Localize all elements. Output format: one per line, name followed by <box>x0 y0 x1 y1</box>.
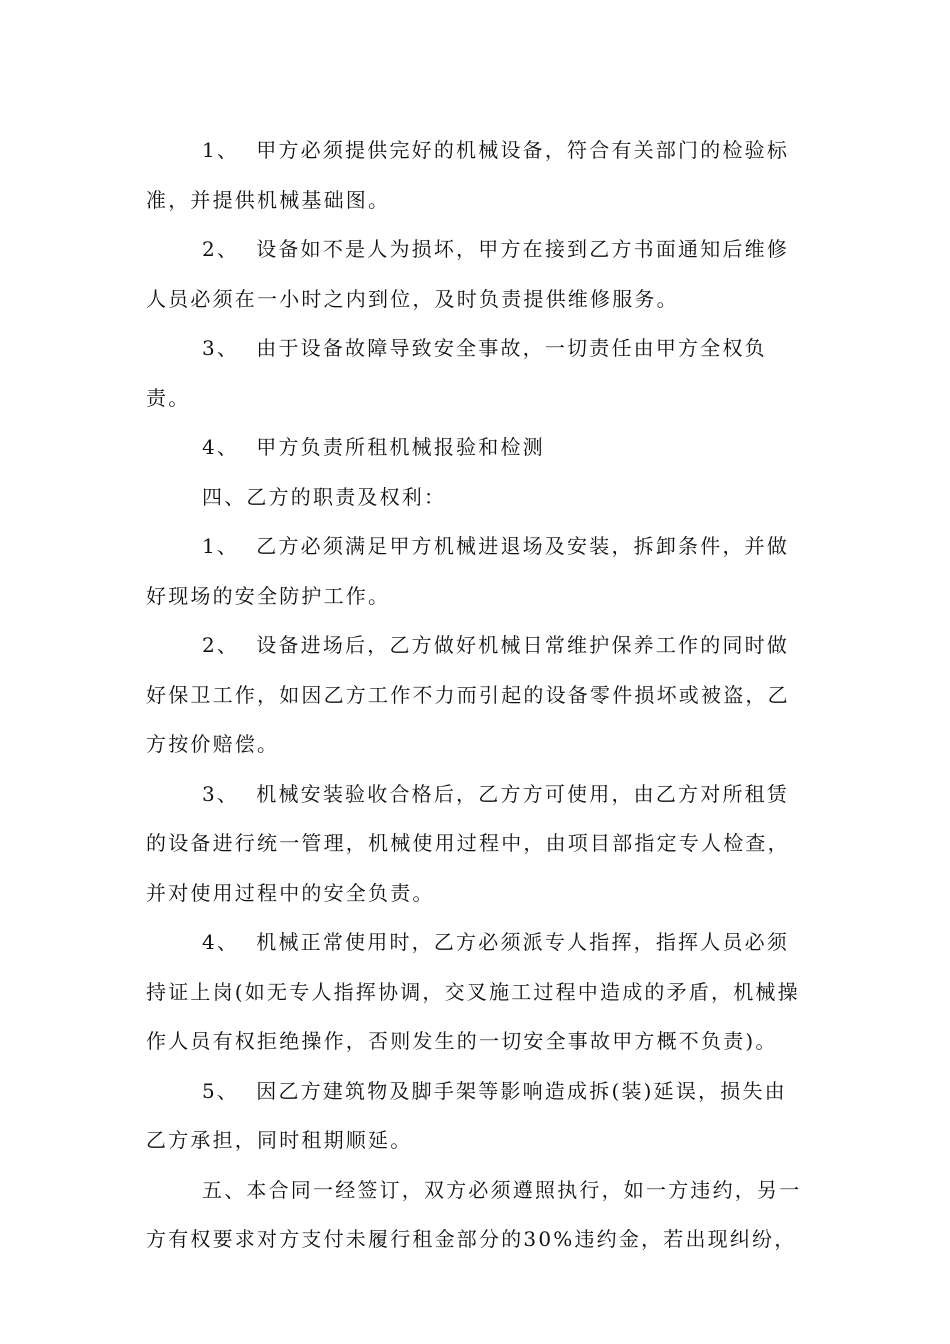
clause-party-b-5: 5、 因乙方建筑物及脚手架等影响造成拆(装)延误，损失由乙方承担，同时租期顺延。 <box>146 1078 787 1152</box>
clause-party-b-2: 2、 设备进场后，乙方做好机械日常维护保养工作的同时做好保卫工作，如因乙方工作不力而引起的设备零件损坏或被盗，乙方按价赔偿。 <box>146 633 790 756</box>
clause-party-a-3: 3、 由于设备故障导致安全事故，一切责任由甲方全权负责。 <box>146 336 767 410</box>
clause-party-a-1: 1、 甲方必须提供完好的机械设备，符合有关部门的检验标准，并提供机械基础图。 <box>146 138 790 212</box>
clause-party-b-3: 3、 机械安装验收合格后，乙方方可使用，由乙方对所租赁的设备进行统一管理，机械使用过程中，由项目部指定专人检查，并对使用过程中的安全负责。 <box>146 781 790 905</box>
clause-party-a-2: 2、 设备如不是人为损坏，甲方在接到乙方书面通知后维修人员必须在一小时之内到位，及时负责提供维修服务。 <box>146 237 790 311</box>
clause-party-b-1: 1、 乙方必须满足甲方机械进退场及安装，拆卸条件，并做好现场的安全防护工作。 <box>146 534 790 608</box>
clause-party-b-4: 4、 机械正常使用时，乙方必须派专人指挥，指挥人员必须持证上岗(如无专人指挥协调，交叉施工过程中造成的矛盾，机械操作人员有权拒绝操作，否则发生的一切安全事故甲方概不负责)。 <box>146 930 800 1053</box>
clause-party-a-4: 4、 甲方负责所租机械报验和检测 <box>202 435 545 459</box>
section-five-contract-terms: 五、本合同一经签订，双方必须遵照执行，如一方违约，另一方有权要求对方支付未履行租金部分的30%违约金，若出现纠纷， <box>146 1177 802 1251</box>
section-heading-party-b: 四、乙方的职责及权利： <box>202 484 447 509</box>
